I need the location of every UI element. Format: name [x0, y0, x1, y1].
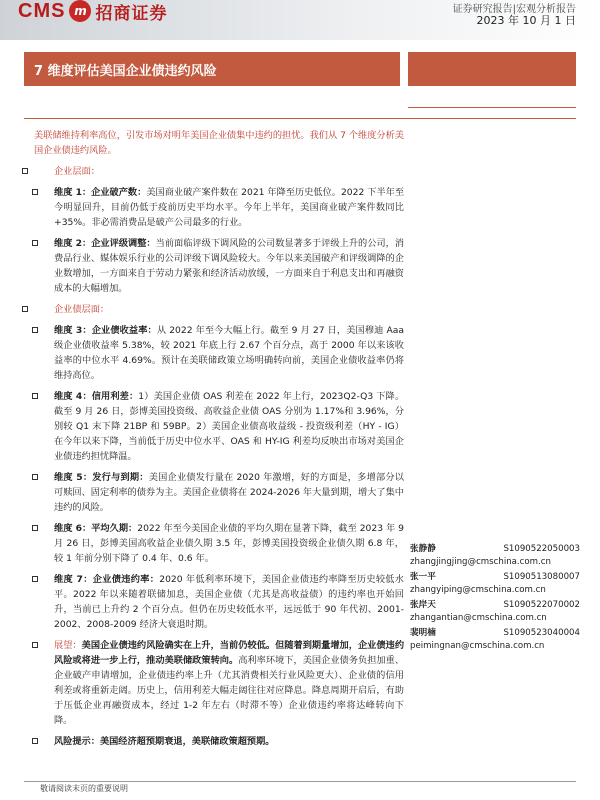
analyst-row: [410, 599, 580, 612]
analyst-row: [410, 627, 580, 640]
risk-item: [24, 734, 404, 749]
title-bar: [24, 52, 400, 86]
dimension-heading: 维度 7：企业债违约率：: [54, 574, 160, 585]
square-bullet-icon: [32, 738, 38, 744]
cms-logo: [18, 0, 167, 22]
dimension-heading: 维度 5：发行与到期：: [54, 472, 149, 483]
analyst-name: 张一平: [410, 572, 436, 582]
logo-chinese-name: 招商证券: [95, 3, 168, 24]
dimension-text: 2022 年至今美国企业债的平均久期在显著下降，截至 2023 年 9 月 26 日，彭博美国高收益企业债久期 3.5 年，彭博美国投资级企业债久期 6.8 年，较 1 年前分别下降了 0.4 年、0.6 年。: [54, 523, 404, 564]
dimension-item: [24, 470, 404, 515]
dimension-item: [24, 389, 404, 464]
dimension-text: 2020 年低利率环境下，美国企业债违约率降至历史较低水平。2022 年以来随着联储加息，美国企业债（尤其是高收益债）的违约率也开始回升，当前已上升约 2 个百分点。但仍在历史较低水平，远远低于 90 年代初、2001-2002、2008-2009 经济大衰退时期。: [54, 574, 404, 630]
square-bullet-icon: [32, 327, 38, 333]
summary-text: 美联储维持利率高位，引发市场对明年美国企业债集中违约的担忧。我们从 7 个维度分析美国企业债违约风险。: [34, 130, 404, 156]
dimension-heading: 维度 3：企业债收益率：: [54, 325, 157, 336]
main-content: [24, 122, 404, 749]
dimension-item: [24, 236, 404, 296]
analyst-row: [410, 543, 580, 556]
dimension-item: [24, 521, 404, 566]
analyst-id: S1090523040004: [503, 628, 580, 638]
report-date: 2023 年 10 月 1 日: [476, 14, 576, 27]
analyst-email[interactable]: zhangyiping@cmschina.com.cn: [410, 585, 546, 595]
square-bullet-icon: [32, 393, 38, 399]
analyst-email[interactable]: peimingnan@cmschina.com.cn: [410, 641, 545, 651]
dimension-heading: 维度 2：企业评级调整：: [54, 238, 156, 249]
dimension-item: [24, 323, 404, 383]
analyst-email[interactable]: zhangjingjing@cmschina.com.cn: [410, 557, 551, 567]
analyst-email[interactable]: zhangantian@cmschina.com.cn: [410, 613, 547, 623]
dimension-text: 美国商业破产案件数在 2021 年降至历史低位。2022 下半年至今明显回升，目前仍低于疫前历史平均水平。今年上半年，美国商业破产案件数同比+35%。非必需消费品是破产公司最多的行业。: [54, 187, 405, 228]
square-bullet-icon: [32, 525, 38, 531]
risk-text: 美国经济超预期衰退，美联储政策超预期。: [99, 736, 275, 747]
outlook-heading: 美国企业债违约风险确实在上升，当前仍较低。但随着到期量增加，企业债违约风险或将进一步上行，推动美联储政策转向。: [54, 640, 405, 666]
dimension-item: [24, 185, 404, 230]
analyst-row: [410, 571, 580, 584]
analyst-name: 张岸天: [410, 600, 436, 610]
logo-text: CMS: [18, 0, 66, 22]
section-company: [24, 164, 404, 179]
dimension-text: 1）美国企业债 OAS 利差在 2022 年上行，2023Q2-Q3 下降。截至 9 月 26 日，彭博美国投资级、高收益企业债 OAS 分别为 1.17%和 3.96%，分别较 Q1 末下降 21BP 和 59BP。2）美国企业债高收益级 - 投资级利差（HY - IG）在今年以来下降，当前低于历史中位水平、OAS 和 HY-IG 利差均反映出市场对美国企业债违约担忧降温。: [54, 391, 405, 462]
logo-mark-icon: m: [69, 0, 91, 22]
square-bullet-icon: [32, 576, 38, 582]
divider: [24, 118, 576, 119]
analyst-list: [410, 543, 580, 655]
side-title-bar: [408, 52, 576, 86]
square-bullet-icon: [22, 168, 28, 174]
footer-divider: [24, 781, 576, 782]
analyst-id: S1090522050003: [503, 544, 580, 554]
side-rule: [408, 86, 576, 108]
square-bullet-icon: [22, 306, 28, 312]
dimension-heading: 维度 6：平均久期：: [54, 523, 138, 534]
section-label-text: 企业债层面：: [54, 304, 110, 315]
analyst-id: S1090522070002: [503, 600, 580, 610]
dimension-text: 当前面临评级下调风险的公司数显著多于评级上升的公司，消费品行业、媒体娱乐行业的公司评级下调风险较大。今年以来美国破产和评级调降的企业数增加，一方面来自于劳动力紧张和经济活动放缓，一方面来自于利息支出和再融资成本的大幅增加。: [54, 238, 405, 294]
square-bullet-icon: [32, 240, 38, 246]
dimension-heading: 维度 1：企业破产数：: [54, 187, 147, 198]
report-type: 证券研究报告|宏观分析报告: [452, 4, 576, 15]
outlook-item: [24, 638, 404, 728]
page-header: [0, 0, 600, 40]
square-bullet-icon: [32, 474, 38, 480]
square-bullet-icon: [32, 189, 38, 195]
dimension-item: [24, 572, 404, 632]
analyst-name: 裴明楠: [410, 628, 436, 638]
square-bullet-icon: [32, 642, 38, 648]
report-title: 7 维度评估美国企业债违约风险: [34, 64, 217, 79]
risk-label: 风险提示：: [54, 736, 100, 747]
section-bond: [24, 302, 404, 317]
analyst-id: S1090513080007: [503, 572, 580, 582]
analyst-name: 张静静: [410, 544, 436, 554]
dimension-heading: 维度 4：信用利差：: [54, 391, 139, 402]
footer-note: 敬请阅读末页的重要说明: [40, 784, 128, 793]
dimension-text: 从 2022 年至今大幅上行。截至 9 月 27 日，美国穆迪 Aaa 级企业债收益率 5.38%，较 2021 年底上行 2.67 个百分点，高于 2000 年以来该收益率的中位水平 4.69%。预计在美联储政策立场明确转向前，美国企业债收益率仍将维持高位。: [54, 325, 405, 381]
section-label-text: 企业层面：: [54, 166, 100, 177]
outlook-text: 高利率环境下，美国企业债务负担加重、企业破产申请增加，企业债违约率上升（尤其消费相关行业风险更大）、企业债的信用利差或将重新走阔。历史上，信用利差大幅走阔往往对应降息。降息周期开启后，有助于压低企业再融资成本，经过 1-2 年左右（时滞不等）企业债违约率将达峰转向下降。: [54, 655, 405, 726]
outlook-label: 展望：: [54, 640, 82, 651]
dimension-text: 美国企业债发行量在 2020 年激增，好的方面是，多增部分以可赎回、固定利率的债券为主。美国企业债将在 2024-2026 年大量到期，增大了集中违约的风险。: [54, 472, 404, 513]
